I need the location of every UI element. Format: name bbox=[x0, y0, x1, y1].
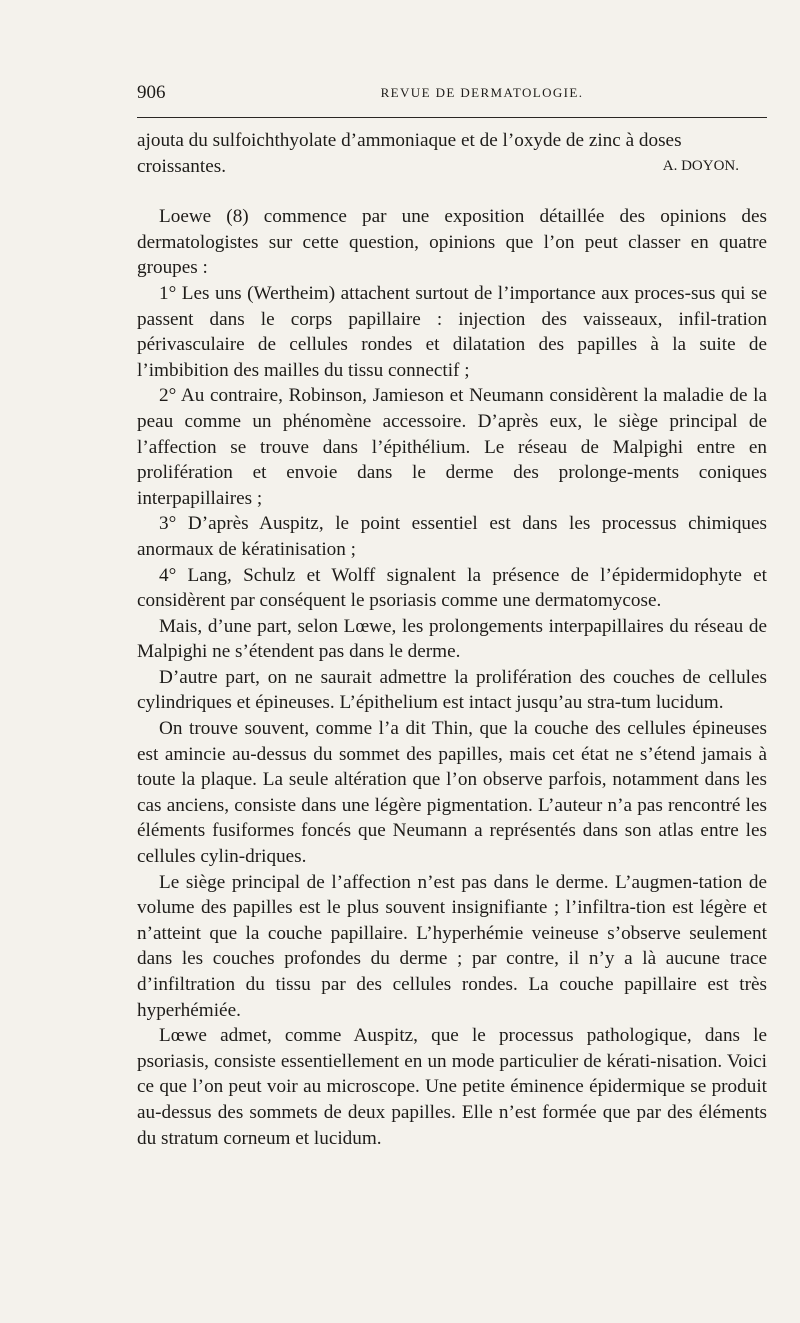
paragraph-group-4: 4° Lang, Schulz et Wolff signalent la présence de l’épidermidophyte et considèrent par conséquent le psoriasis comme une dermatomycose. bbox=[137, 564, 767, 612]
paragraph-group-2: 2° Au contraire, Robinson, Jamieson et Neumann considèrent la maladie de la peau comme un phénomène accessoire. D’après eux, le siège principal de l’affection se trouve dans l’épithélium. Le réseau de Malpighi entre en prolifération et envoie dans le derme des prolonge-ments coniques interpapillaires ; bbox=[137, 385, 767, 509]
running-title: REVUE DE DERMATOLOGIE. bbox=[380, 85, 584, 100]
paragraph-proliferation: D’autre part, on ne saurait admettre la prolifération des couches de cellules cylindriques et épineuses. L’épithelium est intact jusqu’au stra-tum lucidum. bbox=[137, 666, 767, 714]
paragraph-derme: Le siège principal de l’affection n’est pas dans le derme. L’augmen-tation de volume des papilles est le plus souvent insignifiante ; l’infiltra-tion est légère et n’atteint que la couche papillaire. L’hyperhémie veineuse s’observe seulement dans les couches profondes du derme ; par contre, il n’y a là aucune trace d’infiltration du tissu par des cellules rondes. La couche papillaire est très hyperhémiée. bbox=[137, 871, 767, 1021]
page-number: 906 bbox=[137, 82, 166, 103]
paragraph-group-1: 1° Les uns (Wertheim) attachent surtout de l’importance aux proces-sus qui se passent dans le corps papillaire : injection des vaisseaux, infil-tration périvasculaire de cellules rondes et dilatation des papilles à la suite de l’imbibition des mailles du tissu connectif ; bbox=[137, 282, 767, 381]
paragraph-group-3: 3° D’après Auspitz, le point essentiel est dans les processus chimiques anormaux de kératinisation ; bbox=[137, 513, 767, 560]
paragraph-loewe-intro: Loewe (8) commence par une exposition détaillée des opinions des dermatologistes sur cette question, opinions que l’on peut classer en quatre groupes : bbox=[137, 206, 767, 279]
section-gap bbox=[137, 179, 767, 204]
intro-line-1: ajouta du sulfoichthyolate d’ammoniaque et de l’oxyde de zinc à doses bbox=[137, 130, 682, 151]
page-header bbox=[137, 82, 767, 106]
header-rule bbox=[137, 117, 767, 118]
author-signature: A. DOYON. bbox=[662, 157, 739, 174]
paragraph-interpapillary: Mais, d’une part, selon Lœwe, les prolongements interpapillaires du réseau de Malpighi ne s’étendent pas dans le derme. bbox=[137, 615, 767, 663]
paragraph-thin: On trouve souvent, comme l’a dit Thin, que la couche des cellules épineuses est amincie au-dessus du sommet des papilles, mais cet état ne s’étend jamais à toute la plaque. La seule altération que l’on observe parfois, notamment dans les cas anciens, consiste dans une légère pigmentation. L’auteur n’a pas rencontré les éléments fusiformes foncés que Neumann a représentés dans son atlas entre les cellules cylin-driques. bbox=[137, 718, 767, 868]
intro-line-2: croissantes. bbox=[137, 155, 226, 177]
intro-signature-line bbox=[137, 154, 767, 180]
paragraph-keratinisation: Lœwe admet, comme Auspitz, que le processus pathologique, dans le psoriasis, consiste essentiellement en un mode particulier de kérati-nisation. Voici ce que l’on peut voir au microscope. Une petite éminence épidermique se produit au-dessus des sommets de deux papilles. Elle n’est formée que par des éléments du stratum corneum et lucidum. bbox=[137, 1025, 767, 1149]
body-text bbox=[137, 128, 767, 1151]
